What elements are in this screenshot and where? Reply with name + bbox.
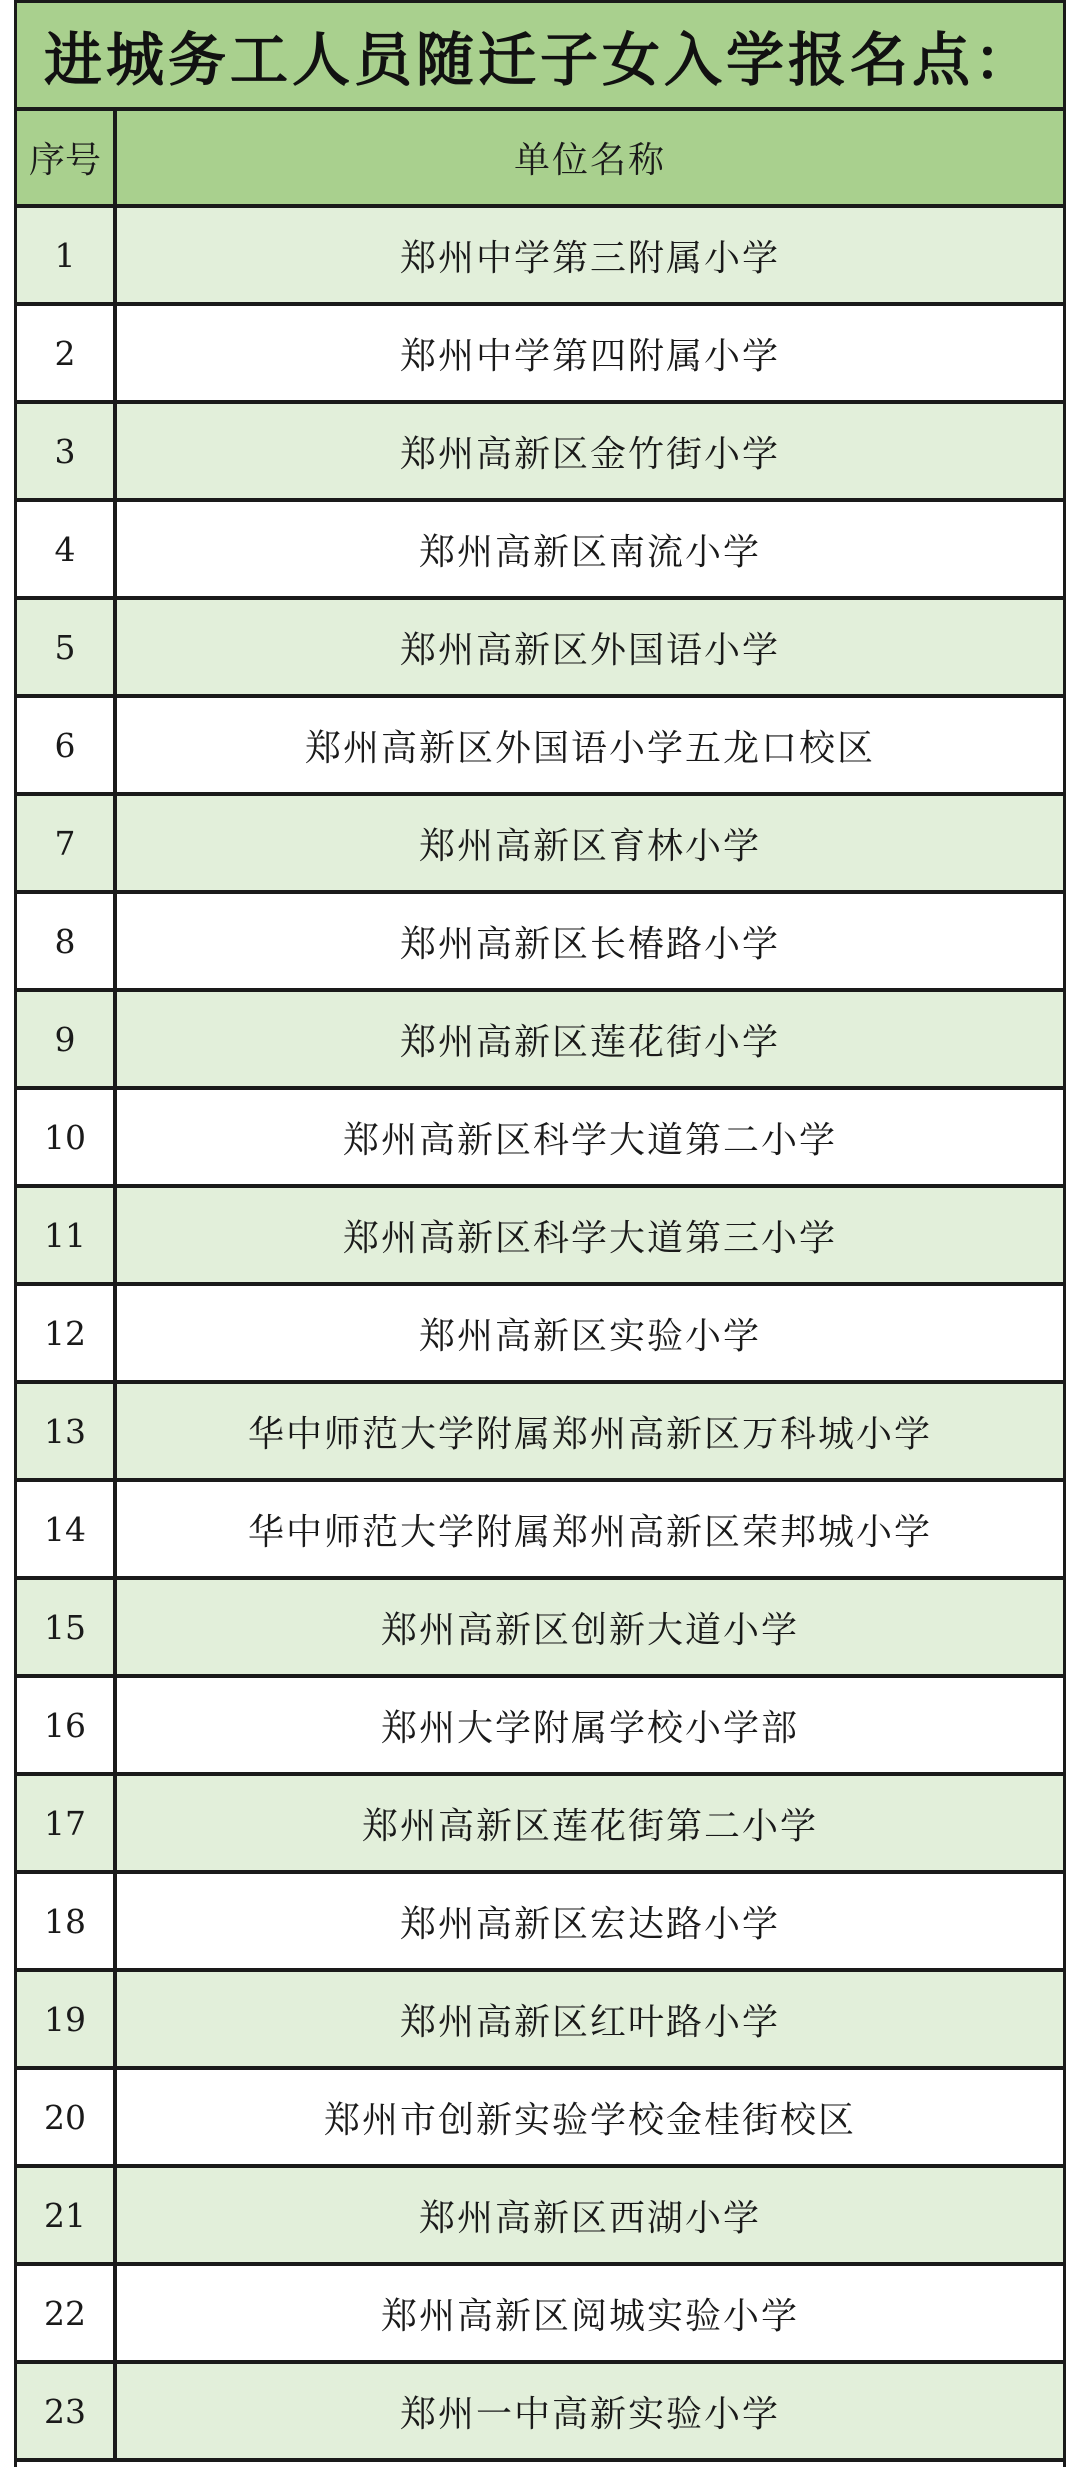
table-row [17,992,1063,1090]
table-row [17,1188,1063,1286]
table-row [17,894,1063,992]
table-row [17,698,1063,796]
table-row [17,796,1063,894]
row-serial-number: 10 [17,1090,117,1184]
row-serial-number: 6 [17,698,117,792]
table-row [17,2266,1063,2364]
row-unit-name: 郑州高新区实验小学 [418,1315,761,1357]
row-serial-number: 12 [17,1286,117,1380]
row-serial-number: 11 [17,1188,117,1282]
table-row [17,2168,1063,2266]
row-unit-name: 郑州高新区创新大道小学 [380,1609,799,1651]
header-unit-name: 单位名称 [513,140,666,181]
row-serial-number: 16 [17,1678,117,1772]
table-row [17,1678,1063,1776]
row-serial-number: 9 [17,992,117,1086]
row-unit-name: 郑州高新区科学大道第二小学 [342,1119,837,1161]
table-row [17,1482,1063,1580]
table-row [17,1286,1063,1384]
row-serial-number: 1 [17,208,117,302]
row-serial-number: 5 [17,600,117,694]
row-unit-name: 郑州高新区长椿路小学 [399,923,780,965]
table-row [17,1874,1063,1972]
row-unit-name: 郑州高新区莲花街小学 [399,1021,780,1063]
table-body [17,208,1063,2462]
row-serial-number: 4 [17,502,117,596]
table-row [17,306,1063,404]
table-row [17,404,1063,502]
row-serial-number: 7 [17,796,117,890]
table-row [17,600,1063,698]
row-serial-number: 22 [17,2266,117,2360]
table-header-row [17,111,1063,208]
row-unit-name: 郑州大学附属学校小学部 [380,1707,799,1749]
row-unit-name: 郑州高新区红叶路小学 [399,2001,780,2043]
row-serial-number: 13 [17,1384,117,1478]
table-row [17,2070,1063,2168]
row-serial-number: 20 [17,2070,117,2164]
row-serial-number: 19 [17,1972,117,2066]
row-serial-number: 17 [17,1776,117,1870]
school-list-table [14,0,1066,2467]
row-unit-name: 郑州高新区科学大道第三小学 [342,1217,837,1259]
table-row [17,1776,1063,1874]
row-unit-name: 郑州中学第四附属小学 [399,335,780,377]
row-unit-name: 郑州高新区南流小学 [418,531,761,573]
row-unit-name: 郑州高新区外国语小学五龙口校区 [304,727,875,769]
row-serial-number: 21 [17,2168,117,2262]
row-serial-number: 8 [17,894,117,988]
row-unit-name: 郑州高新区金竹街小学 [399,433,780,475]
row-unit-name: 郑州中学第三附属小学 [399,237,780,279]
row-serial-number: 14 [17,1482,117,1576]
table-row [17,1384,1063,1482]
row-serial-number: 3 [17,404,117,498]
table-row [17,1580,1063,1678]
row-unit-name: 郑州一中高新实验小学 [399,2393,780,2435]
row-serial-number: 15 [17,1580,117,1674]
table-row [17,208,1063,306]
table-row [17,502,1063,600]
table-row [17,1972,1063,2070]
row-unit-name: 郑州高新区莲花街第二小学 [361,1805,818,1847]
header-serial-number: 序号 [17,111,117,204]
table-row [17,2364,1063,2462]
row-unit-name: 郑州高新区西湖小学 [418,2197,761,2239]
table-row [17,1090,1063,1188]
row-unit-name: 郑州高新区阅城实验小学 [380,2295,799,2337]
table-title-row [17,0,1063,111]
row-unit-name: 郑州高新区育林小学 [418,825,761,867]
row-unit-name: 郑州市创新实验学校金桂街校区 [323,2099,856,2141]
row-unit-name: 郑州高新区宏达路小学 [399,1903,780,1945]
row-unit-name: 华中师范大学附属郑州高新区荣邦城小学 [247,1511,932,1553]
row-serial-number: 23 [17,2364,117,2458]
row-unit-name: 华中师范大学附属郑州高新区万科城小学 [247,1413,932,1455]
row-unit-name: 郑州高新区外国语小学 [399,629,780,671]
row-serial-number: 2 [17,306,117,400]
table-title: 进城务工人员随迁子女入学报名点： [43,26,1036,94]
row-serial-number: 18 [17,1874,117,1968]
